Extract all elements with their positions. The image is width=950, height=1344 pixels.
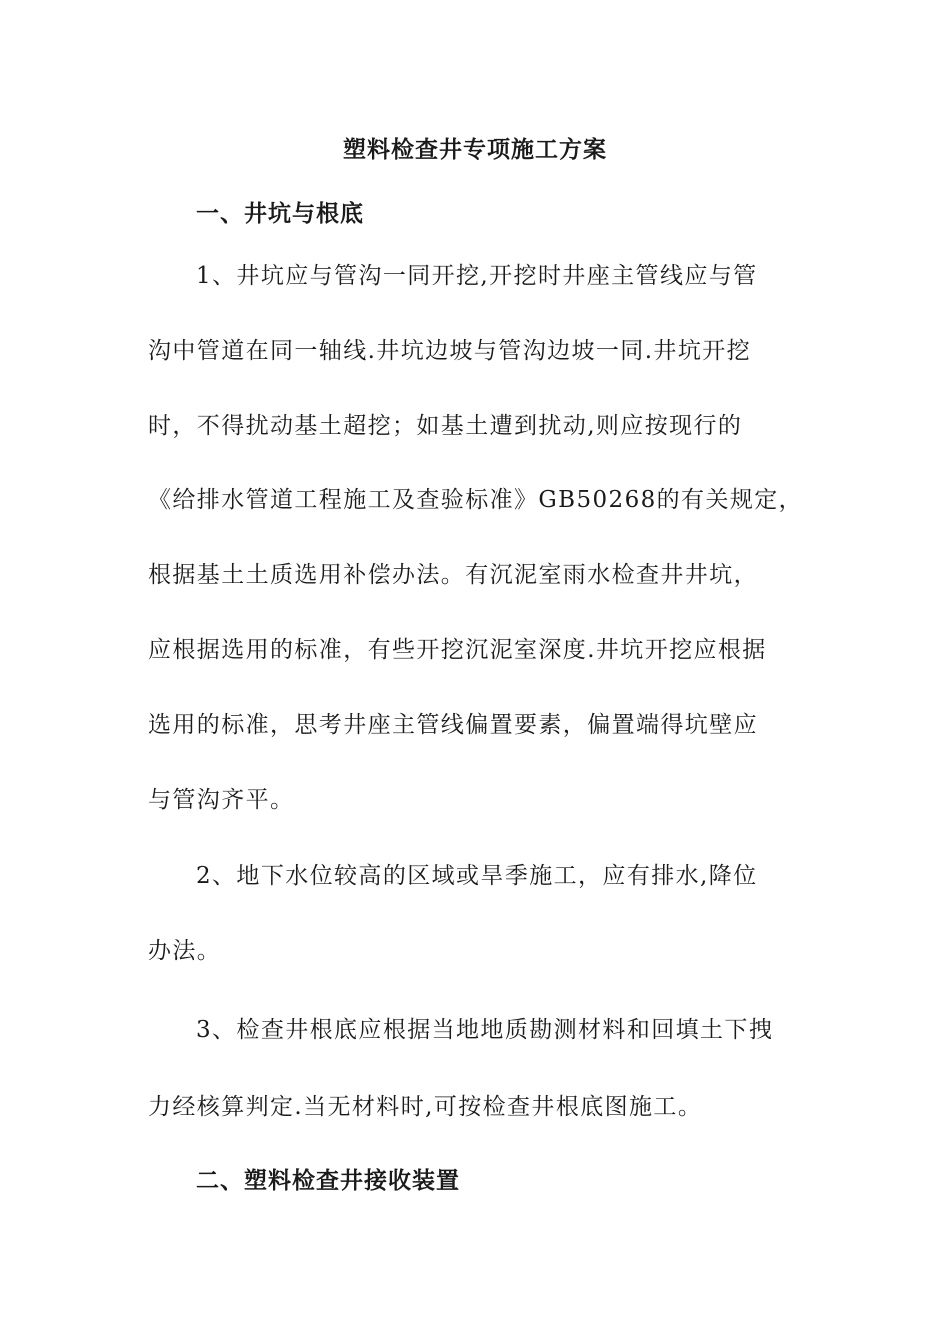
paragraph-line: 选用的标准，思考井座主管线偏置要素，偏置端得坑壁应 [148,712,758,738]
document-title: 塑料检查井专项施工方案 [343,136,607,163]
paragraph-line: 1、井坑应与管沟一同开挖,开挖时井座主管线应与管 [196,263,758,289]
paragraph-line: 时，不得扰动基土超挖；如基土遭到扰动,则应按现行的 [148,413,743,439]
paragraph-line: 3、检查井根底应根据当地地质勘测材料和回填土下拽 [196,1017,774,1043]
section-heading-2: 二、塑料检查井接收装置 [196,1167,460,1194]
paragraph-line: 根据基土土质选用补偿办法。有沉泥室雨水检查井井坑， [148,562,758,588]
paragraph-line: 2、地下水位较高的区域或旱季施工，应有排水,降位 [196,863,758,889]
paragraph-line: 应根据选用的标准，有些开挖沉泥室深度.井坑开挖应根据 [148,637,767,663]
paragraph-line: 沟中管道在同一轴线.井坑边坡与管沟边坡一同.井坑开挖 [148,338,752,364]
paragraph-line: 与管沟齐平。 [148,787,295,813]
paragraph-line: 《给排水管道工程施工及查验标准》GB50268的有关规定， [148,487,804,513]
paragraph-line: 办法。 [148,938,222,964]
paragraph-line: 力经核算判定.当无材料时,可按检查井根底图施工。 [148,1094,703,1120]
section-heading-1: 一、井坑与根底 [196,200,364,227]
